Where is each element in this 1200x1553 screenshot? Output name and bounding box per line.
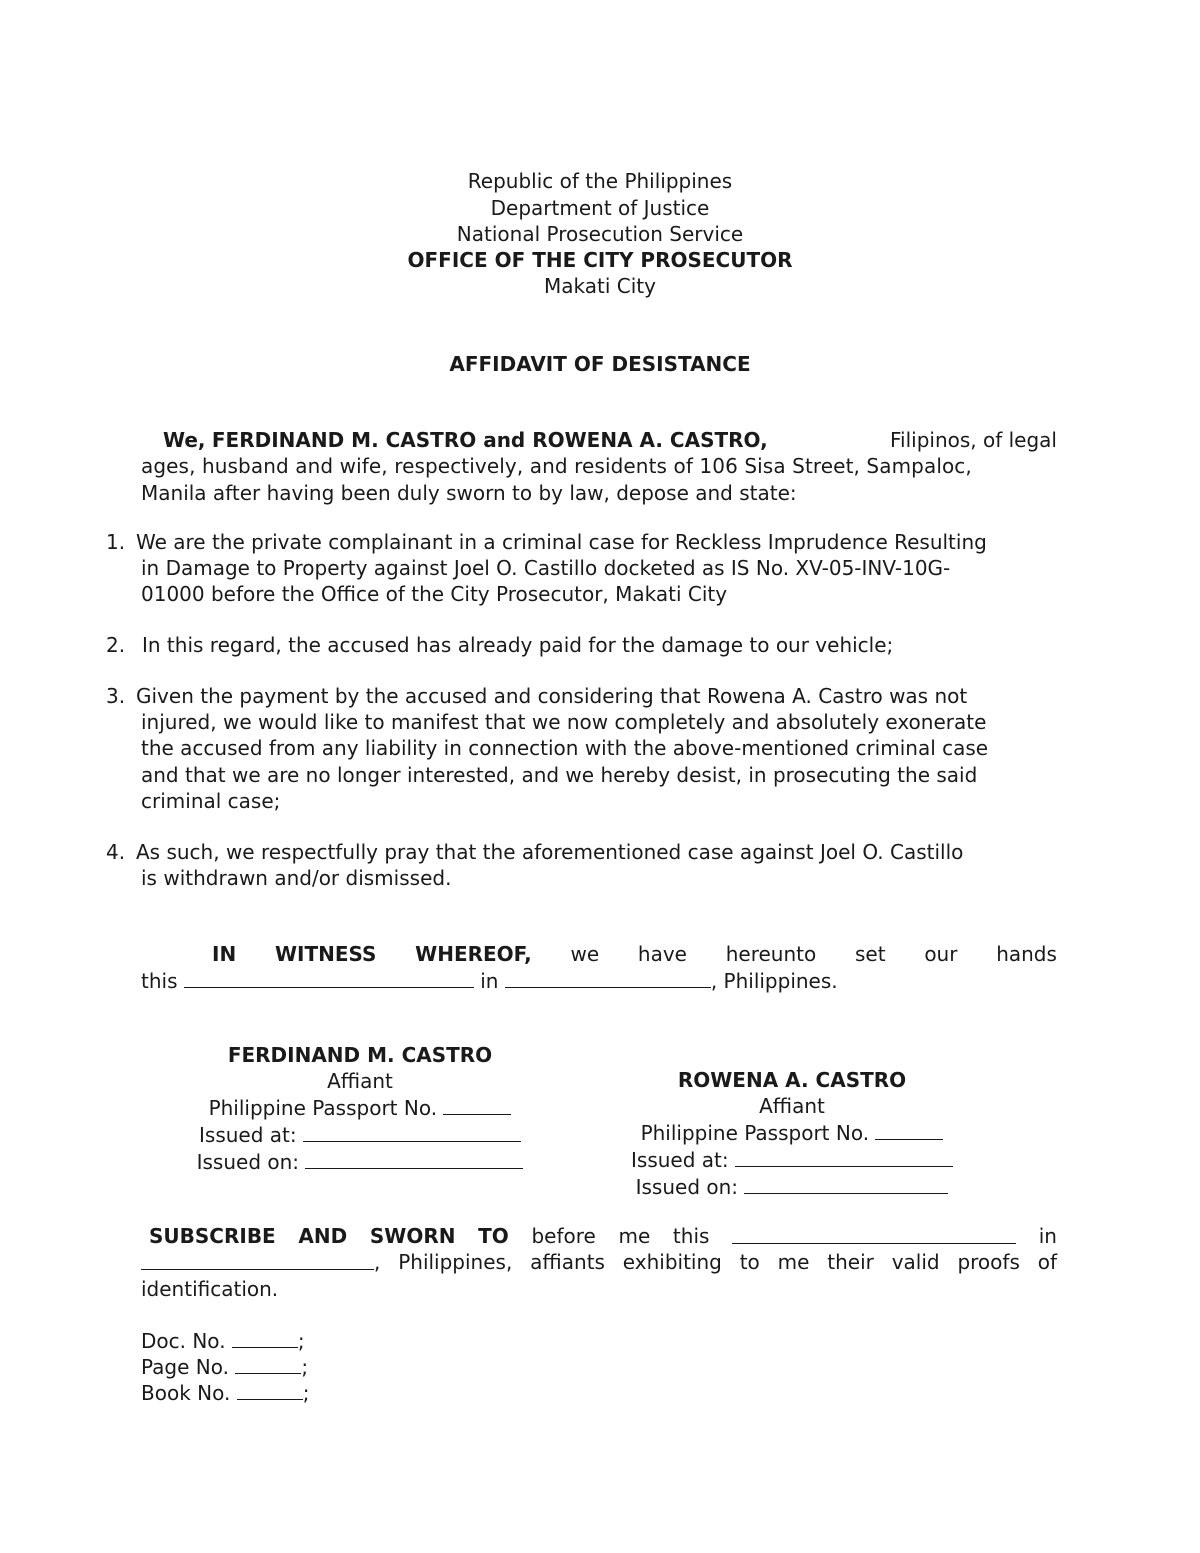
- jurat-word-subscribe: SUBSCRIBE: [149, 1224, 276, 1248]
- affiant-1-role: Affiant: [327, 1069, 393, 1093]
- item-2-number: 2.: [106, 633, 126, 657]
- affiant-1-name: FERDINAND M. CASTRO: [227, 1043, 493, 1067]
- witness-philippines: , Philippines.: [710, 969, 838, 993]
- jurat-line-1: [149, 1223, 1057, 1249]
- affiant-2-issued-on-label: Issued on:: [635, 1175, 739, 1199]
- affiant-2-issued-on-blank[interactable]: [744, 1173, 948, 1194]
- page-no-suffix: ;: [301, 1355, 309, 1379]
- witness-this-label: this: [141, 969, 178, 993]
- item-1-line-2: in Damage to Property against Joel O. Castillo docketed as IS No. XV-05-INV-10G-: [141, 556, 951, 580]
- page-no-blank[interactable]: [235, 1353, 301, 1374]
- jurat-line-3: identification.: [141, 1277, 279, 1301]
- doc-no-row: [141, 1327, 305, 1354]
- affiant-1-passport-blank[interactable]: [443, 1094, 511, 1115]
- jurat-word-in: in: [1038, 1224, 1057, 1248]
- witness-in-label: in: [480, 969, 499, 993]
- affiant-2-role: Affiant: [759, 1094, 825, 1118]
- intro-names: FERDINAND M. CASTRO and ROWENA A. CASTRO,: [211, 428, 768, 452]
- jurat-line-2: [141, 1249, 1057, 1275]
- doc-no-label: Doc. No.: [141, 1329, 226, 1353]
- affiant-2-name: ROWENA A. CASTRO: [677, 1068, 907, 1092]
- witness-line-2: [141, 967, 838, 994]
- affiant-2-issued-at-row: [572, 1146, 1012, 1173]
- header-service: National Prosecution Service: [456, 222, 744, 246]
- jurat-word-sworn: SWORN: [369, 1224, 456, 1248]
- intro-we: We,: [163, 428, 206, 452]
- jurat-date-blank[interactable]: [732, 1223, 1016, 1244]
- witness-word-set: set: [854, 942, 886, 966]
- witness-place-blank[interactable]: [505, 967, 711, 988]
- affiant-1-issued-on-row: [140, 1148, 580, 1175]
- affiant-2-issued-at-blank[interactable]: [735, 1146, 953, 1167]
- intro-line-1: [163, 427, 1057, 453]
- witness-word-have: have: [637, 942, 687, 966]
- book-no-suffix: ;: [302, 1381, 310, 1405]
- jurat-line-2-rest: , Philippines, affiants exhibiting to me their valid proofs of: [374, 1250, 1057, 1274]
- item-3-line-4: and that we are no longer interested, and we hereby desist, in prosecuting the said: [141, 763, 978, 787]
- item-3-line-2: injured, we would like to manifest that we now completely and absolutely exonerate: [141, 710, 987, 734]
- witness-word-witness: WITNESS: [274, 942, 377, 966]
- item-1-line-3: 01000 before the Office of the City Prosecutor, Makati City: [141, 582, 728, 606]
- affiant-1-issued-on-label: Issued on:: [196, 1150, 300, 1174]
- item-3-line-1: Given the payment by the accused and considering that Rowena A. Castro was not: [136, 684, 968, 708]
- intro-line-3: Manila after having been duly sworn to by law, depose and state:: [141, 481, 797, 505]
- item-3-line-3: the accused from any liability in connection with the above-mentioned criminal case: [141, 736, 989, 760]
- doc-no-blank[interactable]: [232, 1327, 298, 1348]
- affiant-1-block: [140, 1042, 580, 1175]
- jurat-word-this: this: [672, 1224, 710, 1248]
- affiant-2-passport-row: [572, 1119, 1012, 1146]
- affiant-1-passport-row: [140, 1094, 580, 1121]
- book-no-row: [141, 1379, 309, 1406]
- item-4-line-1: As such, we respectfully pray that the aforementioned case against Joel O. Castillo: [136, 840, 964, 864]
- item-2-line-1: In this regard, the accused has already paid for the damage to our vehicle;: [142, 633, 894, 657]
- affiant-2-passport-label: Philippine Passport No.: [640, 1121, 870, 1145]
- document-title: AFFIDAVIT OF DESISTANCE: [449, 352, 751, 376]
- page-no-row: [141, 1353, 308, 1380]
- header-republic: Republic of the Philippines: [467, 169, 733, 193]
- witness-word-we: we: [570, 942, 600, 966]
- doc-no-suffix: ;: [297, 1329, 305, 1353]
- witness-word-whereof: WHEREOF,: [415, 942, 532, 966]
- witness-date-blank[interactable]: [184, 967, 474, 988]
- intro-line-2: ages, husband and wife, respectively, and residents of 106 Sisa Street, Sampaloc,: [141, 454, 972, 478]
- jurat-word-me: me: [618, 1224, 651, 1248]
- item-4-line-2: is withdrawn and/or dismissed.: [141, 866, 452, 890]
- book-no-label: Book No.: [141, 1381, 231, 1405]
- jurat-place-blank[interactable]: [141, 1249, 374, 1270]
- item-3-line-5: criminal case;: [141, 789, 281, 813]
- affiant-2-issued-at-label: Issued at:: [631, 1148, 729, 1172]
- item-1-line-1: We are the private complainant in a criminal case for Reckless Imprudence Resulting: [136, 530, 987, 554]
- affiant-1-passport-label: Philippine Passport No.: [208, 1096, 438, 1120]
- item-3-number: 3.: [106, 684, 126, 708]
- header-department: Department of Justice: [490, 196, 710, 220]
- jurat-word-before: before: [531, 1224, 596, 1248]
- jurat-word-to: TO: [478, 1224, 509, 1248]
- affiant-2-passport-blank[interactable]: [875, 1119, 943, 1140]
- affiant-2-block: [572, 1067, 1012, 1200]
- witness-word-hereunto: hereunto: [725, 942, 817, 966]
- item-4-number: 4.: [106, 840, 126, 864]
- witness-word-our: our: [924, 942, 958, 966]
- book-no-blank[interactable]: [237, 1379, 303, 1400]
- jurat-word-and: AND: [298, 1224, 348, 1248]
- header-city: Makati City: [544, 274, 656, 298]
- affiant-1-issued-on-blank[interactable]: [305, 1148, 523, 1169]
- header-office: OFFICE OF THE CITY PROSECUTOR: [407, 248, 793, 272]
- affiant-2-issued-on-row: [572, 1173, 1012, 1200]
- witness-word-hands: hands: [996, 942, 1057, 966]
- intro-line-1-rest: Filipinos, of legal: [889, 428, 1057, 452]
- affiant-1-issued-at-row: [140, 1121, 580, 1148]
- witness-word-in: IN: [212, 942, 237, 966]
- affiant-1-issued-at-blank[interactable]: [303, 1121, 521, 1142]
- affiant-1-issued-at-label: Issued at:: [199, 1123, 297, 1147]
- item-1-number: 1.: [106, 530, 126, 554]
- intro-lead: [163, 427, 768, 453]
- page-no-label: Page No.: [141, 1355, 229, 1379]
- witness-line-1: [212, 941, 1057, 967]
